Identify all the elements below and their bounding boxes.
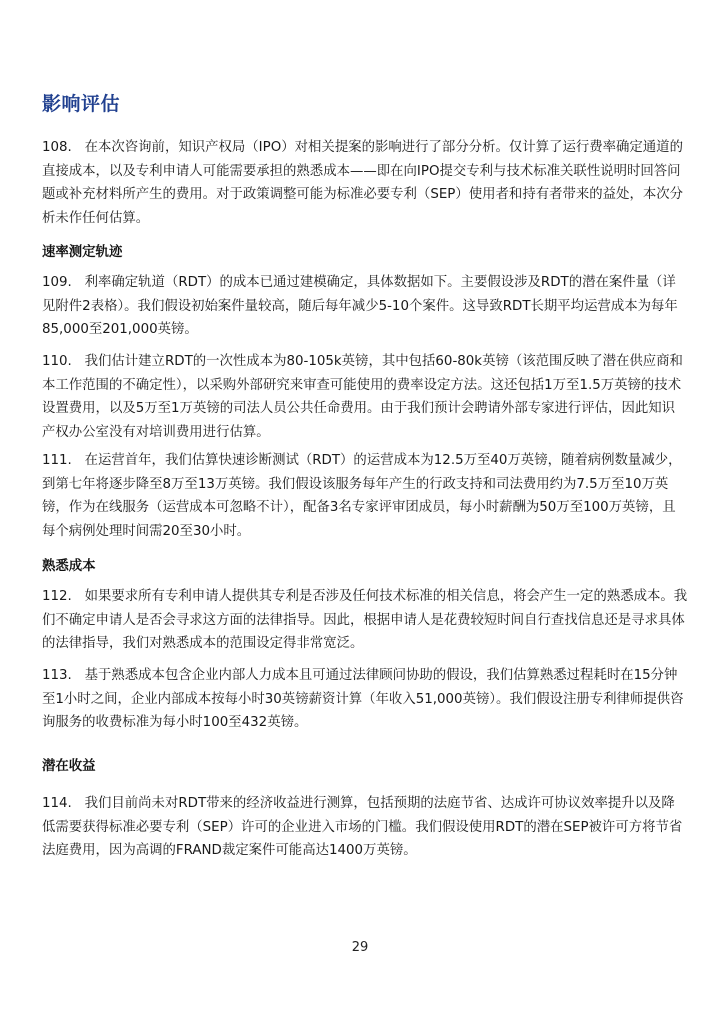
paragraph-108 bbox=[42, 136, 688, 230]
paragraph-number: 111. bbox=[42, 453, 72, 468]
paragraph-number: 114. bbox=[42, 796, 72, 811]
paragraph-text: 如果要求所有专利申请人提供其专利是否涉及任何技术标准的相关信息，将会产生一定的熟悉成本。我们不确定申请人是否会寻求这方面的法律指导。因此，根据申请人是花费较短时间自行查找信息还是寻求具体的法律指导，我们对熟悉成本的范围设定得非常宽泛。 bbox=[42, 589, 688, 651]
page-title: 影响评估 bbox=[42, 93, 121, 115]
paragraph-111 bbox=[42, 449, 688, 543]
section-heading-benefits: 潜在收益 bbox=[42, 759, 96, 774]
paragraph-text: 我们估计建立RDT的一次性成本为80-105k英镑，其中包括60-80k英镑（该范围反映了潜在供应商和本工作范围的不确定性），以采购外部研究来审查可能使用的费率设定方法。这还包括1万至1.5万英镑的技术设置费用，以及5万至1万英镑的司法人员公共任命费用。由于我们预计会聘请外部专家进行评估，因此知识产权办公室没有对培训费用进行估算。 bbox=[42, 354, 683, 440]
paragraph-text: 利率确定轨道（RDT）的成本已通过建模确定，具体数据如下。主要假设涉及RDT的潜在案件量（详见附件2表格）。我们假设初始案件量较高，随后每年减少5-10个案件。这导致RDT长期平均运营成本为每年85,000至201,000英镑。 bbox=[42, 275, 678, 337]
paragraph-text: 在运营首年，我们估算快速诊断测试（RDT）的运营成本为12.5万至40万英镑，随着病例数量减少，到第七年将逐步降至8万至13万英镑。我们假设该服务每年产生的行政支持和司法费用约为7.5万至10万英镑，作为在线服务（运营成本可忽略不计），配备3名专家评审团成员，每小时薪酬为50万至100万英镑，且每个病例处理时间需20至30小时。 bbox=[42, 453, 682, 539]
section-heading-familiarisation: 熟悉成本 bbox=[42, 559, 96, 574]
paragraph-text: 在本次咨询前，知识产权局（IPO）对相关提案的影响进行了部分分析。仅计算了运行费率确定通道的直接成本，以及专利申请人可能需要承担的熟悉成本——即在向IPO提交专利与技术标准关联性说明时回答问题或补充材料所产生的费用。对于政策调整可能为标准必要专利（SEP）使用者和持有者带来的益处，本次分析未作任何估算。 bbox=[42, 140, 684, 226]
paragraph-number: 110. bbox=[42, 354, 72, 369]
paragraph-112 bbox=[42, 585, 688, 656]
paragraph-number: 108. bbox=[42, 140, 72, 155]
paragraph-text: 我们目前尚未对RDT带来的经济收益进行测算，包括预期的法庭节省、达成许可协议效率提升以及降低需要获得标准必要专利（SEP）许可的企业进入市场的门槛。我们假设使用RDT的潜在SEP被许可方将节省法庭费用，因为高调的FRAND裁定案件可能高达1400万英镑。 bbox=[42, 796, 683, 858]
paragraph-109 bbox=[42, 271, 688, 342]
paragraph-number: 109. bbox=[42, 275, 72, 290]
paragraph-number: 113. bbox=[42, 668, 72, 683]
paragraph-114 bbox=[42, 792, 688, 863]
paragraph-text: 基于熟悉成本包含企业内部人力成本且可通过法律顾问协助的假设，我们估算熟悉过程耗时在15分钟至1小时之间，企业内部成本按每小时30英镑薪资计算（年收入51,000英镑）。我们假设注册专利律师提供咨询服务的收费标准为每小时100至432英镑。 bbox=[42, 668, 684, 730]
page-number: 29 bbox=[351, 940, 369, 955]
paragraph-110 bbox=[42, 350, 688, 444]
paragraph-113 bbox=[42, 664, 688, 735]
section-heading-rdt: 速率测定轨迹 bbox=[42, 245, 123, 260]
paragraph-number: 112. bbox=[42, 589, 72, 604]
